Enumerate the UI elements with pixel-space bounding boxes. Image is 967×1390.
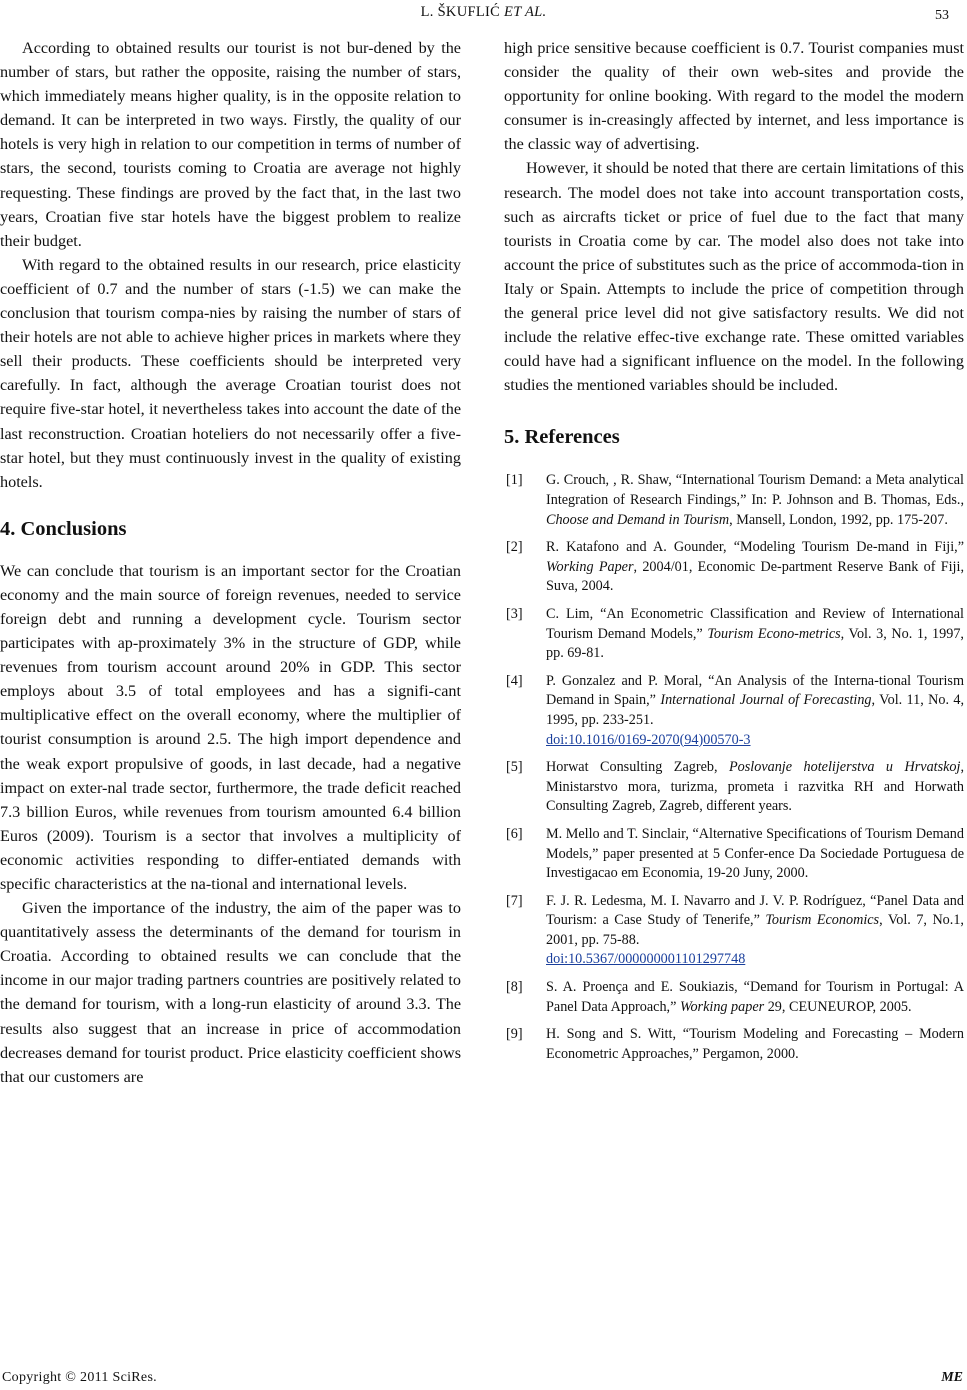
- reference-item: [4] P. Gonzalez and P. Moral, “An Analysis of the Interna-tional Tourism Demand in Spain,” International Journal of Forecasting, Vol. 11, No. 4, 1995, pp. 233-251. doi:10.1016/0169-2070(94)00570-3: [506, 672, 965, 748]
- paragraph: However, it should be noted that there are certain limitations of this research. The model does not take into account transportation costs, such as aircrafts ticket or price of fuel due to the fact that many tourists in Croatia come by car. The model also does not take into account the price of substitutes such as the price of accommoda-tion in Italy or Spain. Attempts to include the price of competition through the general price level did not give satisfactory results. We did not include the relative effec-tive exchange rate. These omitted variables could have had a significant influence on the model. In the following studies the mentioned variables should be included.: [504, 159, 964, 395]
- running-header: [0, 4, 967, 21]
- reference-number: [1]: [506, 472, 523, 489]
- paragraph: Given the importance of the industry, the aim of the paper was to quantitatively assess the determinants of the demand for tourism in Croatia. According to obtained results we can conclude that the income in our major trading partners countries are positively related to the demand for tourism, with a long-run elasticity of around 3.3. The results also suggest that an increase in price of accommodation decreases demand for tourist product. Price elasticity coefficient shows that our customers are: [0, 899, 461, 1086]
- header-etal: ET AL.: [504, 4, 547, 20]
- reference-number: [4]: [506, 672, 523, 689]
- reference-item: [9] H. Song and S. Witt, “Tourism Modeling and Forecasting – Modern Econometric Approaches,” Pergamon, 2000.: [506, 1026, 964, 1062]
- paragraph: high price sensitive because coefficient is 0.7. Tourist companies must consider the quality of their own web-sites and provide the opportunity for online booking. With regard to the model the modern consumer is in-creasingly affected by internet, and less importance is the classic way of advertising.: [504, 39, 964, 154]
- reference-number: [8]: [506, 979, 523, 996]
- doi-link[interactable]: doi:10.5367/000000001101297748: [546, 951, 746, 968]
- page-number: 53: [935, 8, 949, 23]
- paragraph: We can conclude that tourism is an important sector for the Croatian economy and the main source of foreign revenues, needed to service foreign debt and running a development cycle. Tourism sector participates with ap-proximately 3% in the structure of GDP, while revenues from tourism account around 20% in GDP. This sector employs about 3.5 of total employees and has a signifi-cant multiplicative effect on the overall economy, where the multiplier of tourist consumption is around 2.5. The high import dependence and the weak export propulsive of goods, in last decade, had a negative impact on exter-nal trade sector, furthermore, the trade deficit reached 7.3 billion Euros, while revenues from tourism amounted 6.4 billion Euros (2009). Tourism is a sector that involves a multiplicity of economic activities responding to differ-entiated demands with specific characteristics at the na-tional and international levels.: [0, 561, 461, 893]
- right-column: [504, 36, 964, 1064]
- doi-link[interactable]: doi:10.1016/0169-2070(94)00570-3: [546, 731, 751, 748]
- paragraph: With regard to the obtained results in our research, price elasticity coefficient of 0.7 and the number of stars (-1.5) we can make the conclusion that tourism compa-nies by raising the number of stars of their hotels are not able to achieve higher prices in markets where they sell their products. These coefficients should be interpreted very carefully. In fact, although the average Croatian tourist does not require five-star hotel, it nevertheless takes into account the date of the last reconstruction. Croatian hoteliers do not necessarily offer a five-star hotel, but they must continuously invest in the quality of existing hotels.: [0, 255, 461, 491]
- section-heading-references: 5. References: [504, 426, 620, 449]
- header-authors: L. ŠKUFLIĆ: [420, 4, 501, 20]
- reference-item: [8] S. A. Proença and E. Soukiazis, “Demand for Tourism in Portugal: A Panel Data Approach,” Working paper 29, CEUNEUROP, 2005.: [506, 979, 964, 1015]
- reference-item: [5] Horwat Consulting Zagreb, Poslovanje hotelijerstva u Hrvatskoj, Ministarstvo mora, turizma, prometa i razvitka RH and Horwath Consulting Zagreb, Zagreb, different years.: [506, 759, 965, 815]
- reference-number: [9]: [506, 1026, 523, 1043]
- reference-list: [504, 471, 964, 1064]
- reference-number: [7]: [506, 892, 523, 909]
- reference-item: [1] G. Crouch, , R. Shaw, “International Tourism Demand: a Meta analytical Integration of Research Findings,” In: P. Johnson and B. Thomas, Eds., Choose and Demand in Tourism, Mansell, London, 1992, pp. 175-207.: [506, 472, 964, 528]
- reference-number: [6]: [506, 825, 523, 842]
- reference-item: [6] M. Mello and T. Sinclair, “Alternative Specifications of Tourism Demand Models,” paper presented at 5 Confer-ence Da Sociedade Portuguesa de Investigacao em Economia, 19-20 Juny, 2000.: [506, 825, 964, 882]
- copyright-footer: Copyright © 2011 SciRes.: [2, 1370, 157, 1385]
- reference-number: [3]: [506, 605, 523, 622]
- reference-item: [7] F. J. R. Ledesma, M. I. Navarro and J. V. P. Rodríguez, “Panel Data and Tourism: a Case Study of Tenerife,” Tourism Economics, Vol. 7, No.1, 2001, pp. 75-88. doi:10.5367/000000001101297748: [506, 892, 964, 968]
- paragraph: According to obtained results our tourist is not bur-dened by the number of stars, but rather the opposite, raising the number of stars, which immediately means higher quality, is in the opposite relation to demand. It can be interpreted in two ways. Firstly, the quality of our hotels is very high in relation to our competition in terms of number of stars, the second, tourists coming to Croatia are average not highly requesting. These findings are proved by the fact that, in the last two years, Croatian five star hotels have the biggest problem to realize their budget.: [0, 39, 461, 250]
- section-heading-conclusions: 4. Conclusions: [0, 517, 127, 540]
- reference-item: [3] C. Lim, “An Econometric Classification and Review of International Tourism Demand Models,” Tourism Econo-metrics, Vol. 3, No. 1, 1997, pp. 69-81.: [506, 605, 964, 662]
- reference-number: [5]: [506, 759, 523, 776]
- reference-item: [2] R. Katafono and A. Gounder, “Modeling Tourism De-mand in Fiji,” Working Paper, 2004/01, Economic De-partment Reserve Bank of Fiji, Suva, 2004.: [506, 539, 964, 595]
- reference-number: [2]: [506, 539, 523, 556]
- left-column: [0, 36, 461, 1089]
- journal-abbrev: ME: [941, 1370, 963, 1385]
